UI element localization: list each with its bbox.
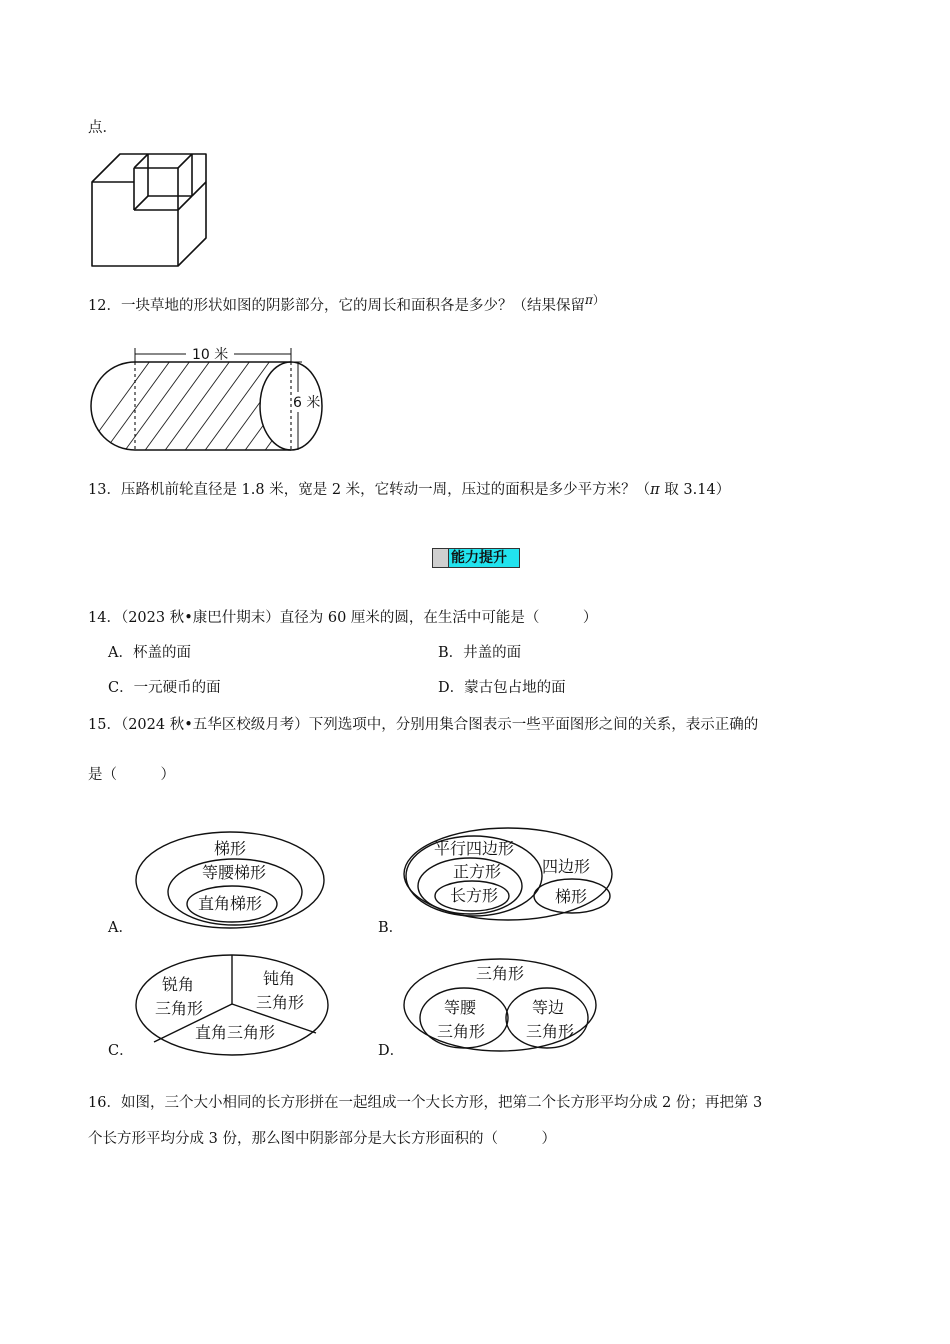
height-label: 6 米 [293,395,321,411]
grass-field-figure [88,340,338,458]
svg-text:梯形: 梯形 [214,839,247,858]
q16-line1: 16．如图，三个大小相同的长方形拼在一起组成一个大长方形，把第二个长方形平均分成 2 份；再把第 3 [88,1095,763,1111]
svg-text:直角三角形: 直角三角形 [195,1023,276,1042]
q11-tail-text: 点． [88,120,117,136]
svg-text:四边形: 四边形 [542,857,591,876]
venn-diagram-d [400,955,604,1057]
svg-text:钝角: 钝角 [263,969,296,988]
svg-text:三角形: 三角形 [437,1022,486,1041]
venn-diagram-a [130,828,330,932]
svg-text:正方形: 正方形 [453,862,502,881]
svg-text:等腰: 等腰 [444,998,477,1017]
svg-text:长方形: 长方形 [450,886,499,905]
section-badge: 能力提升 [432,548,520,568]
q13-question: 13．压路机前轮直径是 1.8 米，宽是 2 米，它转动一周，压过的面积是多少平方米？（π 取 3.14） [88,482,731,498]
q15-stem-line1: 15．（2024 秋•五华区校级月考）下列选项中，分别用集合图表示一些平面图形之间的关系，表示正确的 [88,717,759,733]
q12-question: 12．一块草地的形状如图的阴影部分，它的周长和面积各是多少？（结果保留$^{\pi)}$ [88,293,605,314]
venn-diagram-b [400,824,618,924]
q15-label-a: A． [108,920,133,936]
q14-option-b: B．井盖的面 [438,645,522,661]
svg-text:平行四边形: 平行四边形 [434,839,515,858]
svg-text:三角形: 三角形 [155,999,204,1018]
q16-line2: 个长方形平均分成 3 份，那么图中阴影部分是大长方形面积的（ ） [88,1131,556,1147]
svg-text:三角形: 三角形 [256,993,305,1012]
svg-text:直角梯形: 直角梯形 [198,894,263,913]
length-label: 10 米 [192,347,229,363]
svg-text:等边: 等边 [532,998,565,1017]
q15-label-b: B． [378,920,404,936]
q14-option-c: C．一元硬币的面 [108,680,221,696]
q15-label-d: D． [378,1043,405,1059]
svg-text:三角形: 三角形 [476,964,525,983]
badge-square-icon [433,549,449,567]
venn-diagram-c [130,950,330,1060]
q14-option-d: D．蒙古包占地的面 [438,680,566,696]
q14-option-a: A．杯盖的面 [108,645,191,661]
cube-cut-figure [88,150,213,270]
q15-stem-line2: 是（ ） [88,767,175,783]
q14-stem: 14．（2023 秋•康巴什期末）直径为 60 厘米的圆，在生活中可能是（ ） [88,610,598,626]
svg-text:三角形: 三角形 [526,1022,575,1041]
svg-text:锐角: 锐角 [162,975,195,994]
svg-text:梯形: 梯形 [555,887,588,906]
q15-label-c: C． [108,1043,134,1059]
svg-text:等腰梯形: 等腰梯形 [202,863,267,882]
